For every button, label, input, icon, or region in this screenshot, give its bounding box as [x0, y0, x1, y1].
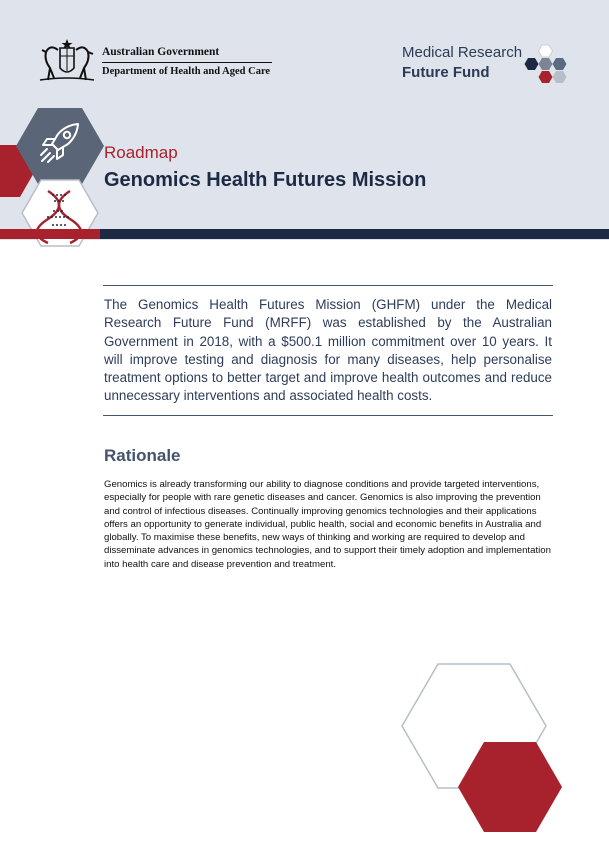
header-bottom-bar-accent — [0, 229, 100, 239]
mrff-logo-line1: Medical Research — [402, 44, 523, 61]
coat-of-arms-icon — [36, 38, 98, 84]
government-divider — [102, 62, 272, 63]
hexagon-cluster-icon — [516, 42, 576, 92]
document-type-label: Roadmap — [104, 143, 178, 162]
government-name: Australian Government — [102, 46, 220, 58]
intro-bottom-rule — [103, 415, 553, 416]
rationale-heading: Rationale — [104, 446, 181, 465]
rationale-body: Genomics is already transforming our ability to diagnose conditions and provide targeted interventions, especially for people with rare genetic diseases and cancer. Genomics is also improving the prevention and control of infectious diseases. Continually improving genomics technologies and their applications offers an opportunity to generate individual, public health, social and economic benefits in Australia and globally. To maximise these benefits, new ways of thinking and working are required to develop and disseminate advances in genomics technologies, and to support their timely adoption and implementation into health care and disease prevention and treatment. — [104, 479, 551, 570]
department-name: Department of Health and Aged Care — [102, 66, 271, 77]
mrff-logo-line2: Future Fund — [402, 64, 490, 81]
page-title: Genomics Health Futures Mission — [104, 169, 427, 191]
decorative-hexagons — [400, 652, 570, 832]
intro-top-rule — [103, 285, 553, 286]
intro-paragraph: The Genomics Health Futures Mission (GHFM) under the Medical Research Future Fund (MRFF) was established by the Australian Government in 2018, with a $500.1 million commitment over 10 years. It will improve testing and diagnosis for many diseases, help personalise treatment options to better target and improve health outcomes and reduce unnecessary interventions and associated health costs. — [104, 297, 552, 404]
government-logo — [36, 38, 276, 86]
